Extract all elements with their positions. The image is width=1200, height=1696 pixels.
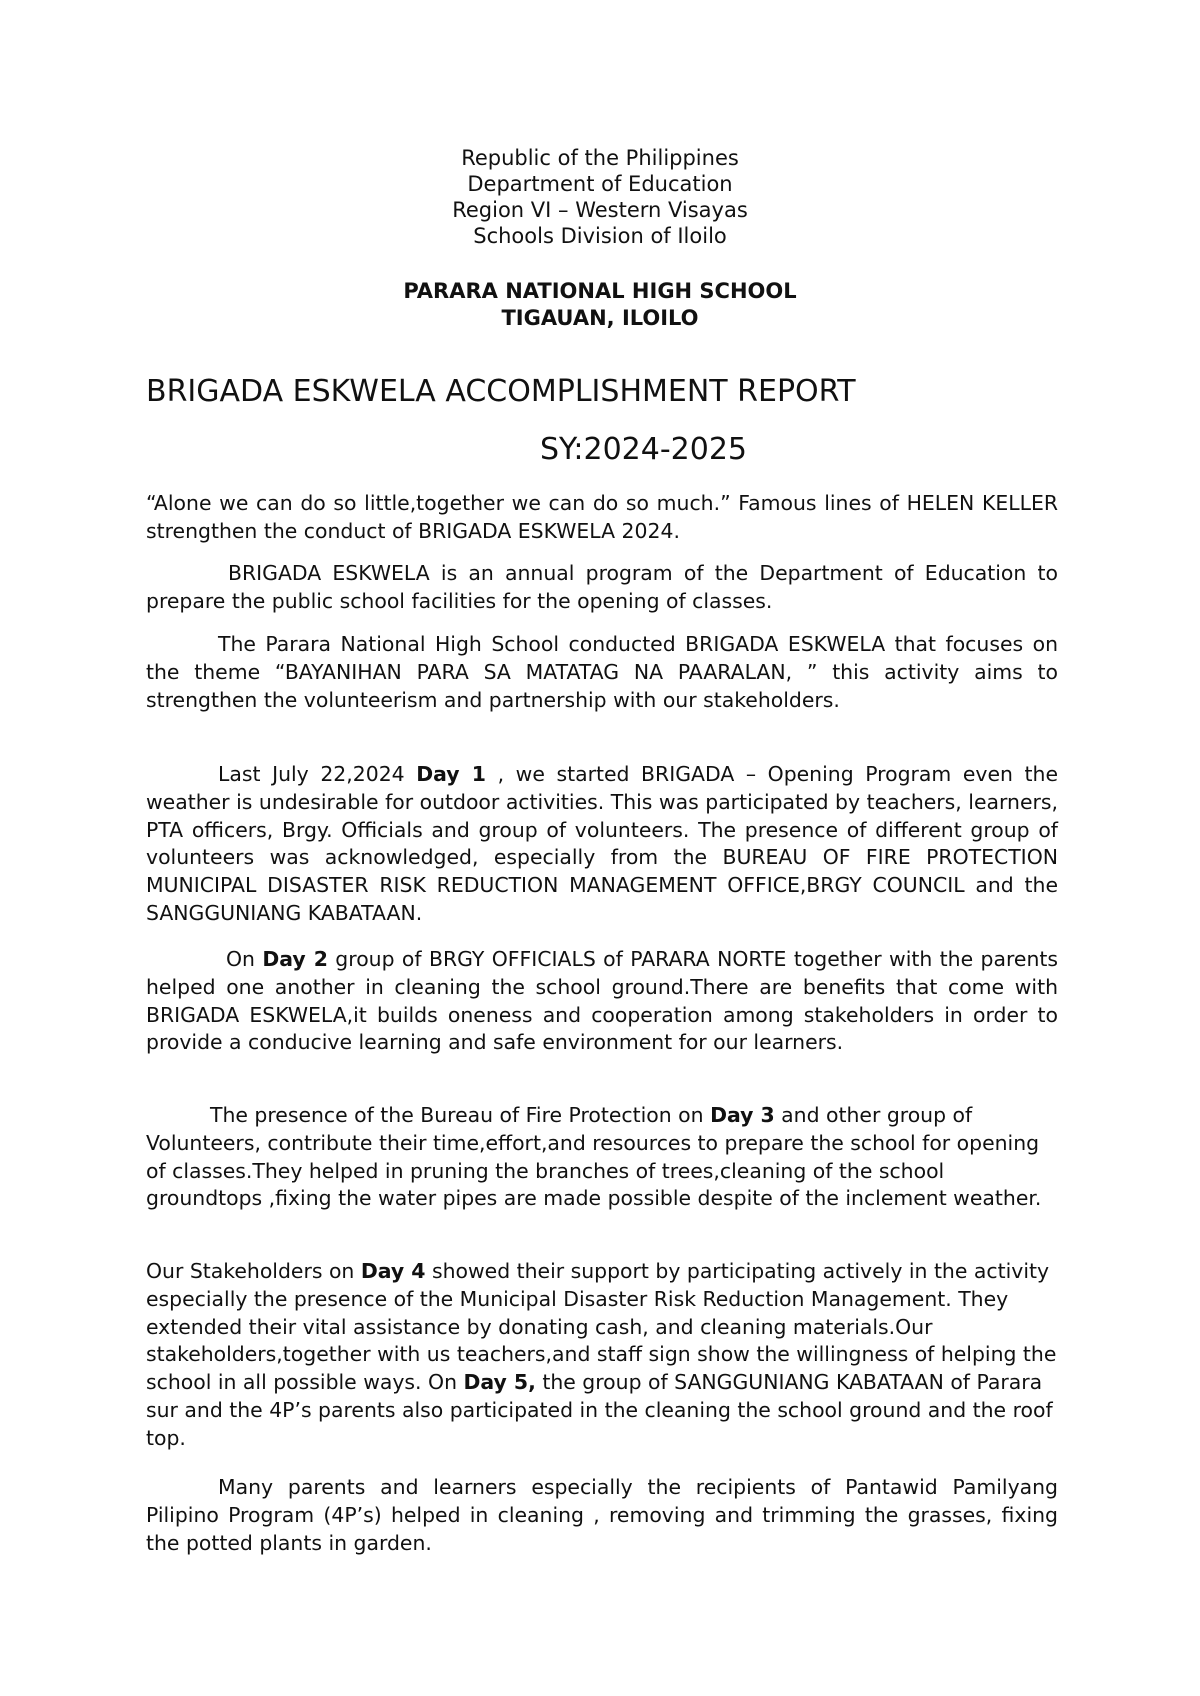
school-year: SY:2024-2025 [540,432,748,467]
day4-label: Day 4 [360,1259,426,1283]
report-title: BRIGADA ESKWELA ACCOMPLISHMENT REPORT [146,374,856,409]
paragraph-theme: The Parara National High School conducted BRIGADA ESKWELA that focuses on the theme “BAYANIHAN PARA SA MATATAG NA PAARALAN, ” this activity aims to strengthen the volunteerism and partnership with our stakeholders. [146,632,1058,712]
day1-text-a: Last July 22,2024 [218,762,417,786]
school-location: TIGAUAN, ILOILO [501,306,699,330]
header-department: Department of Education [467,172,733,196]
day3-text-b: and other group of Volunteers, contribute their time,effort,and resources to prepare the school for opening of classes.They helped in pruning the branches of trees,cleaning of the school groundtops ,fixing the water pipes are made possible despite of the inclement weather. [146,1103,1042,1211]
paragraph-4ps: Many parents and learners especially the recipients of Pantawid Pamilyang Pilipino Program (4P’s) helped in cleaning , removing and trimming the grasses, fixing the potted plants in garden. [146,1475,1058,1555]
paragraph-day-4-5 [146,1258,1058,1453]
day3-label: Day 3 [710,1103,775,1127]
day2-text-b: group of BRGY OFFICIALS of PARARA NORTE together with the parents helped one another in cleaning the school ground.There are benefits that come with BRIGADA ESKWELA,it builds oneness and cooperation among stakeholders in order to provide a conducive learning and safe environment for our learners. [146,947,1058,1055]
day4-text-a: Our Stakeholders on [146,1259,361,1283]
day5-text: the group of SANGGUNIANG KABATAAN of Parara sur and the 4P’s parents also participated in the cleaning the school ground and the roof top. [146,1370,1053,1450]
header-republic: Republic of the Philippines [461,146,739,170]
day2-text-a: On [226,947,263,971]
day4-text-b: showed their support by participating actively in the activity especially the presence of the Municipal Disaster Risk Reduction Management. They extended their vital assistance by donating cash, and cleaning materials.Our stakeholders,together with us teachers,and staff sign show the willingness of helping the school in all possible ways. On [146,1259,1057,1395]
agency-header [0,145,1200,249]
paragraph-program-description: BRIGADA ESKWELA is an annual program of the Department of Education to prepare the public school facilities for the opening of classes. [146,561,1058,613]
paragraph-day-3 [146,1102,1058,1213]
day5-label: Day 5, [463,1370,536,1395]
day2-label: Day 2 [262,947,328,971]
paragraph-day-1 [146,761,1058,928]
day3-text-a: The presence of the Bureau of Fire Protection on [210,1103,711,1127]
paragraph-day-2 [146,946,1058,1057]
header-region: Region VI – Western Visayas [452,198,748,222]
day1-text-b: , we started BRIGADA – Opening Program even the weather is undesirable for outdoor activities. This was participated by teachers, learners, PTA officers, Brgy. Officials and group of volunteers. The presence of different group of volunteers was acknowledged, especially from the BUREAU OF FIRE PROTECTION MUNICIPAL DISASTER RISK REDUCTION MANAGEMENT OFFICE,BRGY COUNCIL and the SANGGUNIANG KABATAAN. [146,762,1058,925]
school-name: PARARA NATIONAL HIGH SCHOOL [403,279,797,303]
paragraph-quote: “Alone we can do so little,together we can do so much.” Famous lines of HELEN KELLER strengthen the conduct of BRIGADA ESKWELA 2024. [146,491,1058,543]
day1-label: Day 1 [416,762,486,786]
school-header [0,278,1200,332]
header-division: Schools Division of Iloilo [473,224,727,248]
